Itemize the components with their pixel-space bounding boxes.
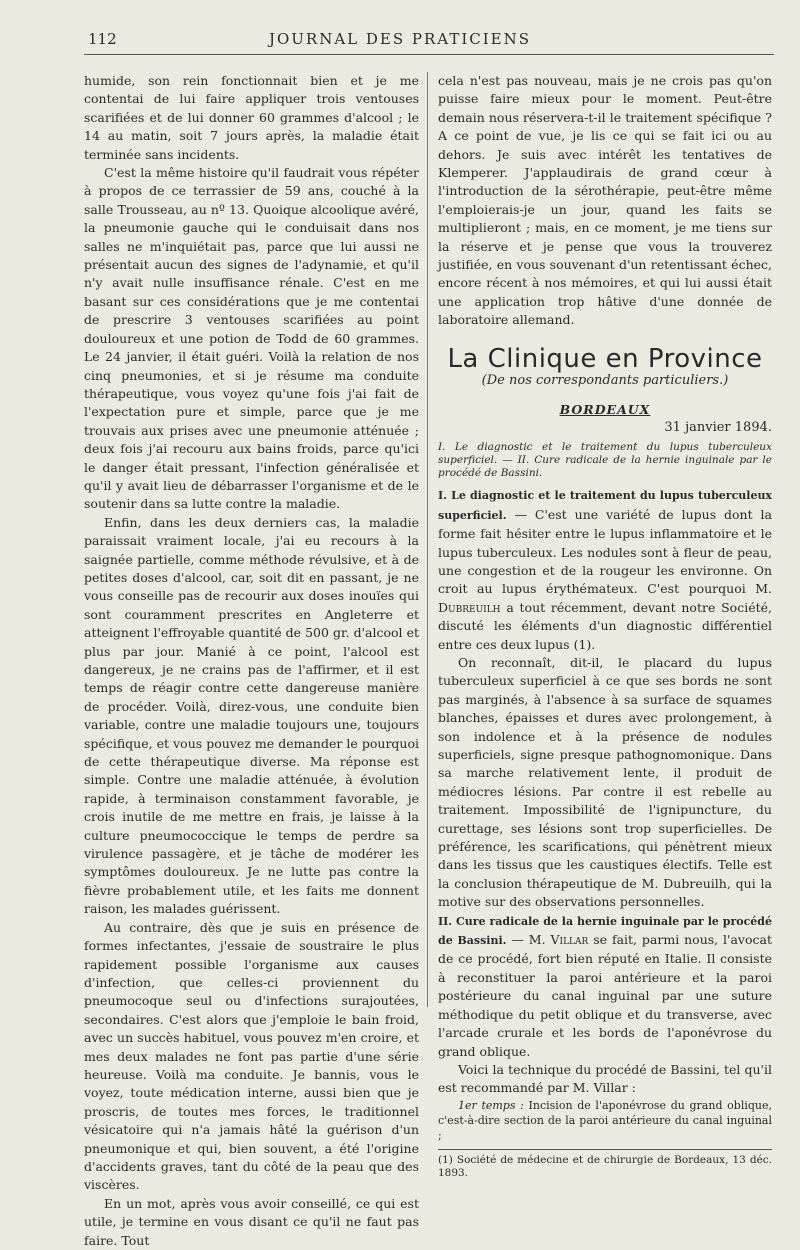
- paragraph-text: a tout récemment, devant notre Société, discuté les éléments d'un diagnostic différentiel entre ces deux lupus (1).: [438, 599, 772, 652]
- section-subtitle: (De nos correspondants particuliers.): [481, 373, 729, 389]
- dateline: 31 janvier 1894.: [664, 419, 772, 435]
- paragraph-text: se fait, parmi nous, l'avocat de ce procédé, fort bien réputé en Italie. Il consiste à reconstituer la paroi antérieure et la paroi postérieure du canal inguinal par une suture méthodique du petit oblique et du transverse, avec l'arcade crurale et les bords de l'aponévrose du grand oblique.: [438, 932, 772, 1059]
- paragraph-text: — C'est une variété de lupus dont la forme fait hésiter entre le lupus inflammatoire et le lupus tuberculeux. Les nodules sont à fleur de peau, une congestion et de la rougeur les environne. On croit au lupus érythémateux. C'est pourquoi M.: [438, 506, 772, 597]
- footnote: (1) Société de médecine et de chirurgie de Bordeaux, 13 déc. 1893.: [438, 1153, 772, 1179]
- right-column: [438, 72, 772, 1180]
- step-label: 1er temps :: [458, 1098, 524, 1112]
- step-text: Incision de l'aponévrose du grand oblique, c'est-à-dire section de la paroi antérieure du canal inguinal ;: [438, 1098, 773, 1142]
- paragraph-text: — M.: [506, 932, 551, 948]
- section-lead: II. Cure radicale de la hernie inguinale par le procédé de Bassini.: [438, 914, 772, 948]
- article-summary: I. Le diagnostic et le traitement du lupus tuberculeux superficiel. — II. Cure radicale de la hernie inguinale par le procédé de Bassini.: [438, 441, 772, 480]
- running-title: JOURNAL DES PRATICIENS: [268, 30, 532, 48]
- paragraph: humide, son rein fonctionnait bien et je me contentai de lui faire appliquer trois ventouses scarifiées et de lui donner 60 grammes d'alcool ; le 14 au matin, soit 7 jours après, la maladie était terminée sans incidents.: [84, 73, 419, 162]
- city-heading: BORDEAUX: [559, 401, 651, 417]
- paragraph: Enfin, dans les deux derniers cas, la maladie paraissait vraiment locale, j'ai eu recours à la saignée partielle, comme méthode révulsive, et à de petites doses d'alcool, car, soit dit en passant, je ne vous conseille pas de recourir aux doses inouïes qui sont couramment prescrites en Angleterre et atteignent l'effroyable quantité de 500 gr. d'alcool et plus par jour. Manié à ce point, l'alcool est dangereux, je ne crains pas de l'affirmer, et il est temps de réagir contre cette dangereuse manière de procéder. Voilà, direz-vous, une conduite bien variable, contre une maladie toujours une, toujours spécifique, et vous pouvez me demander le pourquoi de cette thérapeutique diverse. Ma réponse est simple. Contre une maladie atténuée, à évolution rapide, à terminaison constamment favorable, je crois inutile de me mettre en frais, je laisse à la culture pneumococcique le temps de perdre sa virulence passagère, et je tâche de modérer les symptômes douloureux. Je ne lutte pas contre la fièvre probablement utile, et les faits me donnent raison, les malades guérissent.: [84, 514, 419, 917]
- paragraph: [438, 486, 772, 654]
- paragraph: [438, 1098, 772, 1143]
- section-title: La Clinique en Province: [447, 343, 763, 374]
- header-rule: [84, 54, 774, 55]
- page-number: 112: [88, 30, 117, 48]
- author-name: Villar: [550, 932, 589, 948]
- paragraph: cela n'est pas nouveau, mais je ne crois pas qu'on puisse faire mieux pour le moment. Peut-être demain nous réservera-t-il le traitement spécifique ? A ce point de vue, je lis ce qui se fait ici ou au dehors. Je suis avec intérêt les tentatives de Klemperer. J'applaudirais de grand cœur à l'introduction de la sérothérapie, peut-être même l'emploierais-je un jour, quand les faits se multiplieront ; mais, en ce moment, je me tiens sur la réserve et je pense que vous la trouverez justifiée, en vous souvenant d'un retentissant échec, encore récent à nos mémoires, et qui lui aussi était une application trop hâtive d'une donnée de laboratoire allemand.: [438, 73, 772, 328]
- paragraph: On reconnaît, dit-il, le placard du lupus tuberculeux superficiel à ce que ses bords ne sont pas marginés, à l'absence à sa surface de squames blanches, épaisses et dures avec prolongement, à son indolence et à la présence de nodules superficiels, signe presque pathognomonique. Dans sa marche relativement lente, il produit de médiocres lésions. Par contre il est rebelle au traitement. Impossibilité de l'ignipuncture, du curettage, ses lésions sont trop superficielles. De préférence, les scarifications, qui pénètrent mieux dans les tissus que les caustiques électifs. Telle est la conclusion thérapeutique de M. Dubreuilh, qui la motive sur des observations personnelles.: [438, 654, 772, 910]
- paragraph: Au contraire, dès que je suis en présence de formes infectantes, j'essaie de soustraire le plus rapidement possible l'organisme aux causes d'infection, que celles-ci proviennent du pneumocoque seul ou d'infections surajoutées, secondaires. C'est alors que j'emploie le bain froid, avec un succès habituel, vous pouvez m'en croire, et mes deux malades ne font pas partie d'une série heureuse. Voilà ma conduite. Je bannis, vous le voyez, toute médication interne, aussi bien que je proscris, de toutes mes forces, le traditionnel vésicatoire qui n'a jamais hâté la guérison d'un pneumonique et qui, bien souvent, a été l'origine d'accidents graves, tant du côté de la peau que des viscères.: [84, 919, 419, 1193]
- paragraph: En un mot, après vous avoir conseillé, ce qui est utile, je termine en vous disant ce qu'il ne faut pas faire. Tout: [84, 1195, 419, 1248]
- column-divider: [427, 72, 428, 1007]
- footnote-rule: [438, 1149, 772, 1150]
- author-name: Dubreuilh: [438, 599, 501, 615]
- section-lead: I. Le diagnostic et le traitement du lupus tuberculeux superficiel.: [438, 489, 772, 522]
- paragraph: C'est la même histoire qu'il faudrait vous répéter à propos de ce terrassier de 59 ans, couché à la salle Trousseau, au nº 13. Quoique alcoolique avéré, la pneumonie gauche qui le conduisait dans nos salles ne m'inquiétait pas, parce que lui aussi ne présentait aucun des signes de l'adynamie, et qu'il n'y avait nulle insuffisance rénale. C'est en me basant sur ces considérations que je me contentai de prescrire 3 ventouses scarifiées au point douloureux et une potion de Todd de 60 grammes. Le 24 janvier, il était guéri. Voilà la relation de nos cinq pneumonies, et si je résume ma conduite thérapeutique, vous voyez qu'une fois j'ai fait de l'expectation pure et simple, parce que je me trouvais aux prises avec une pneumonie atténuée ; deux fois j'ai recouru aux bains froids, parce qu'ici le danger était pressant, l'infection généralisée et qu'il y avait lieu de débarrasser l'organisme et de le soutenir dans sa lutte contre la maladie.: [84, 165, 419, 512]
- paragraph: [438, 912, 772, 1061]
- left-column: [84, 72, 419, 1250]
- paragraph: Voici la technique du procédé de Bassini, tel qu'il est recommandé par M. Villar :: [438, 1061, 772, 1096]
